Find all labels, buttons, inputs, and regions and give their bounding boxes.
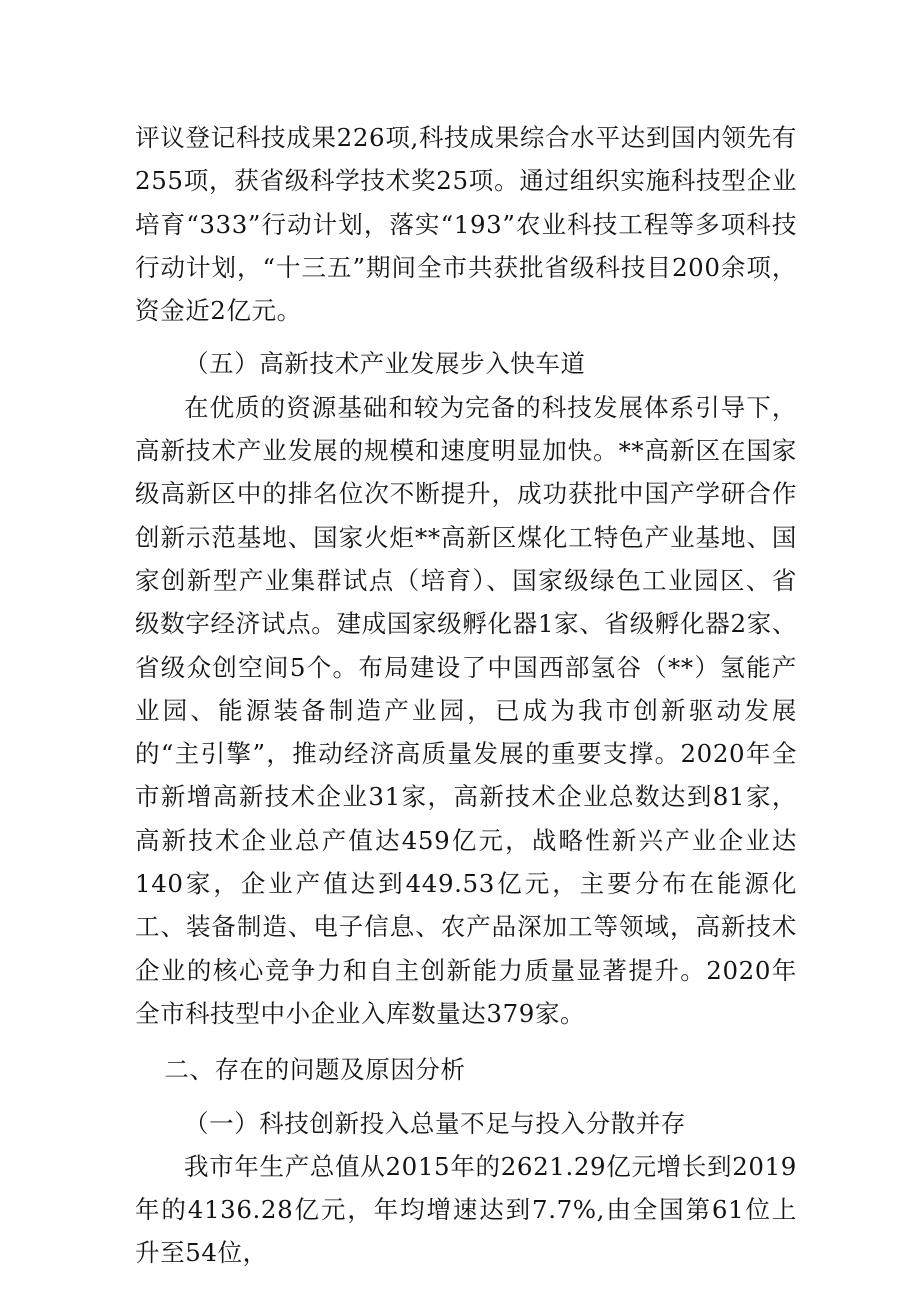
- document-body: [135, 116, 797, 1275]
- subheading-investment-shortage: （一）科技创新投入总量不足与投入分散并存: [184, 1108, 686, 1138]
- section-heading-problems: 二、存在的问题及原因分析: [164, 1055, 466, 1085]
- subheading-high-tech-industry: （五）高新技术产业发展步入快车道: [184, 349, 586, 379]
- paragraph-high-tech-industry: 在优质的资源基础和较为完备的科技发展体系引导下，高新技术产业发展的规模和速度明显加快。**高新区在国家级高新区中的排名位次不断提升，成功获批中国产学研合作创新示范基地、国家火炬**高新区煤化工特色产业基地、国家创新型产业集群试点（培育）、国家级绿色工业园区、省级数字经济试点。建成国家级孵化器1家、省级孵化器2家、省级众创空间5个。布局建设了中国西部氢谷（**）氢能产业园、能源装备制造产业园，已成为我市创新驱动发展的“主引擎”，推动经济高质量发展的重要支撑。2020年全市新增高新技术企业31家，高新技术企业总数达到81家，高新技术企业总产值达459亿元，战略性新兴产业企业达140家，企业产值达到449.53亿元，主要分布在能源化工、装备制造、电子信息、农产品深加工等领域，高新技术企业的核心竞争力和自主创新能力质量显著提升。2020年全市科技型中小企业入库数量达379家。: [135, 392, 797, 1028]
- paragraph-gdp-growth: 我市年生产总值从2015年的2621.29亿元增长到2019年的4136.28亿元，年均增速达到7.7%,由全国第61位上升至54位，: [135, 1151, 797, 1268]
- paragraph-tech-achievements: 评议登记科技成果226项,科技成果综合水平达到国内领先有255项，获省级科学技术奖25项。通过组织实施科技型企业培育“333”行动计划，落实“193”农业科技工程等多项科技行动计划，“十三五”期间全市共获批省级科技目200余项，资金近2亿元。: [135, 123, 797, 326]
